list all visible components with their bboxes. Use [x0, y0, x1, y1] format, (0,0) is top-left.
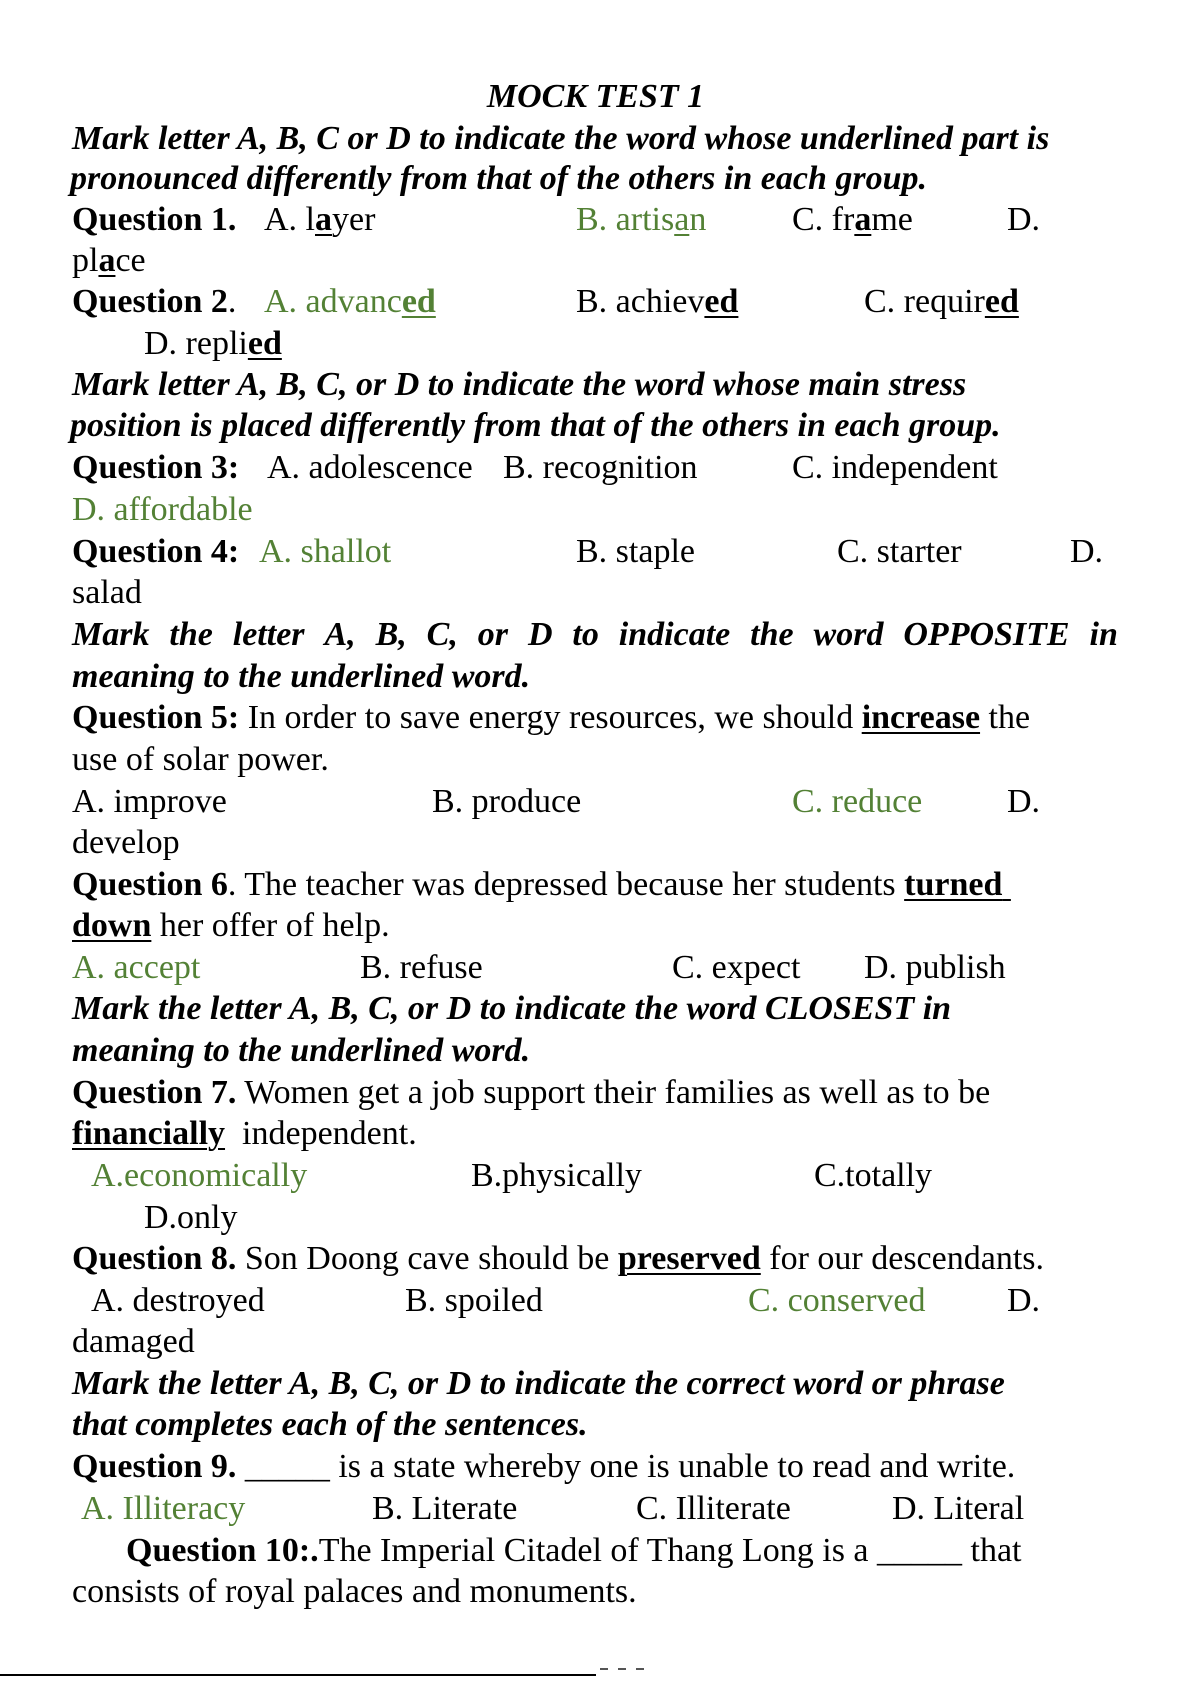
page-bottom-rule	[0, 1674, 596, 1676]
question-8-option-c[interactable]: C. conserved	[748, 1282, 926, 1319]
section2-instruction-line2: position is placed differently from that of the others in each group.	[70, 407, 1001, 444]
question-10-blank[interactable]: _____	[877, 1532, 963, 1569]
question-7-text-line2: financially independent.	[72, 1115, 417, 1152]
question-1-option-d[interactable]: place	[72, 242, 146, 279]
question-10-text-line2: consists of royal palaces and monuments.	[72, 1573, 637, 1610]
question-7-option-c[interactable]: C.totally	[814, 1157, 933, 1194]
question-5-text-line2: use of solar power.	[72, 741, 329, 778]
page-bottom-marks	[600, 1668, 680, 1676]
question-3-option-a[interactable]: A. adolescence	[267, 449, 473, 486]
section4-instruction-line2: meaning to the underlined word.	[72, 1032, 531, 1069]
question-4-option-c[interactable]: C. starter	[837, 533, 962, 570]
question-4-option-d-letter[interactable]: D.	[1070, 533, 1104, 570]
section2-instruction-line1: Mark letter A, B, C, or D to indicate the word whose main stress	[72, 366, 967, 403]
question-2-label-line: Question 2.	[72, 283, 237, 320]
question-10-text-line1: Question 10:.The Imperial Citadel of Thang Long is a _____ that	[126, 1532, 1022, 1569]
question-8-option-a[interactable]: A. destroyed	[91, 1282, 265, 1319]
question-3-label: Question 3:	[72, 449, 240, 486]
section5-instruction-line1: Mark the letter A, B, C, or D to indicate the correct word or phrase	[72, 1365, 1005, 1402]
question-9-text: Question 9. _____ is a state whereby one is unable to read and write.	[72, 1448, 1016, 1485]
question-4-label: Question 4:	[72, 533, 240, 570]
question-9-option-b[interactable]: B. Literate	[372, 1490, 518, 1527]
question-1-label: Question 1.	[72, 201, 237, 238]
question-7-option-a[interactable]: A.economically	[91, 1157, 308, 1194]
question-5-option-a[interactable]: A. improve	[72, 783, 227, 820]
question-3-option-d[interactable]: D. affordable	[72, 491, 253, 528]
question-1-option-b[interactable]: B. artisan	[576, 201, 707, 238]
section5-instruction-line2: that completes each of the sentences.	[72, 1406, 588, 1443]
question-5-option-d[interactable]: develop	[72, 824, 180, 861]
question-5-option-c[interactable]: C. reduce	[792, 783, 923, 820]
question-6-option-b[interactable]: B. refuse	[360, 949, 483, 986]
question-5-option-b[interactable]: B. produce	[432, 783, 582, 820]
question-3-option-b[interactable]: B. recognition	[503, 449, 698, 486]
question-2-option-b[interactable]: B. achieved	[576, 283, 739, 320]
question-5-option-d-letter[interactable]: D.	[1007, 783, 1041, 820]
question-1-option-d-letter[interactable]: D.	[1007, 201, 1041, 238]
section1-instruction-line2: pronounced differently from that of the others in each group.	[70, 160, 927, 197]
question-4-option-a[interactable]: A. shallot	[259, 533, 392, 570]
question-6-option-d[interactable]: D. publish	[864, 949, 1006, 986]
section1-instruction-line1: Mark letter A, B, C or D to indicate the word whose underlined part is	[72, 120, 1050, 157]
question-9-option-d[interactable]: D. Literal	[892, 1490, 1025, 1527]
question-2-option-a[interactable]: A. advanced	[264, 283, 436, 320]
question-7-text-line1: Question 7. Women get a job support their families as well as to be	[72, 1074, 991, 1111]
question-2-option-c[interactable]: C. required	[864, 283, 1019, 320]
question-6-text-line1: Question 6. The teacher was depressed because her students turned	[72, 866, 1003, 903]
page-title: MOCK TEST 1	[486, 78, 705, 115]
section3-instruction-line2: meaning to the underlined word.	[72, 658, 531, 695]
question-8-option-d[interactable]: damaged	[72, 1323, 195, 1360]
question-9-option-c[interactable]: C. Illiterate	[636, 1490, 791, 1527]
section4-instruction-line1: Mark the letter A, B, C, or D to indicate the word CLOSEST in	[72, 990, 952, 1027]
question-9-blank[interactable]: _____	[244, 1448, 330, 1485]
question-8-option-d-letter[interactable]: D.	[1007, 1282, 1041, 1319]
question-9-option-a[interactable]: A. Illiteracy	[81, 1490, 246, 1527]
question-2-option-d[interactable]: D. replied	[144, 325, 282, 362]
question-4-option-b[interactable]: B. staple	[576, 533, 695, 570]
question-1-option-c[interactable]: C. frame	[792, 201, 913, 238]
question-1-option-a[interactable]: A. layer	[264, 201, 376, 238]
question-4-option-d[interactable]: salad	[72, 574, 142, 611]
question-7-option-d[interactable]: D.only	[144, 1199, 238, 1236]
question-8-text: Question 8. Son Doong cave should be preserved for our descendants.	[72, 1240, 1045, 1277]
question-6-option-c[interactable]: C. expect	[672, 949, 801, 986]
question-5-text-line1: Question 5: In order to save energy resources, we should increase the	[72, 699, 1031, 736]
section3-instruction-line1: Mark the letter A, B, C, or D to indicate the word OPPOSITE in	[72, 616, 1118, 653]
question-8-option-b[interactable]: B. spoiled	[405, 1282, 543, 1319]
question-3-option-c[interactable]: C. independent	[792, 449, 998, 486]
question-7-option-b[interactable]: B.physically	[471, 1157, 642, 1194]
question-6-text-line2: down her offer of help.	[72, 907, 390, 944]
question-6-option-a[interactable]: A. accept	[72, 949, 201, 986]
